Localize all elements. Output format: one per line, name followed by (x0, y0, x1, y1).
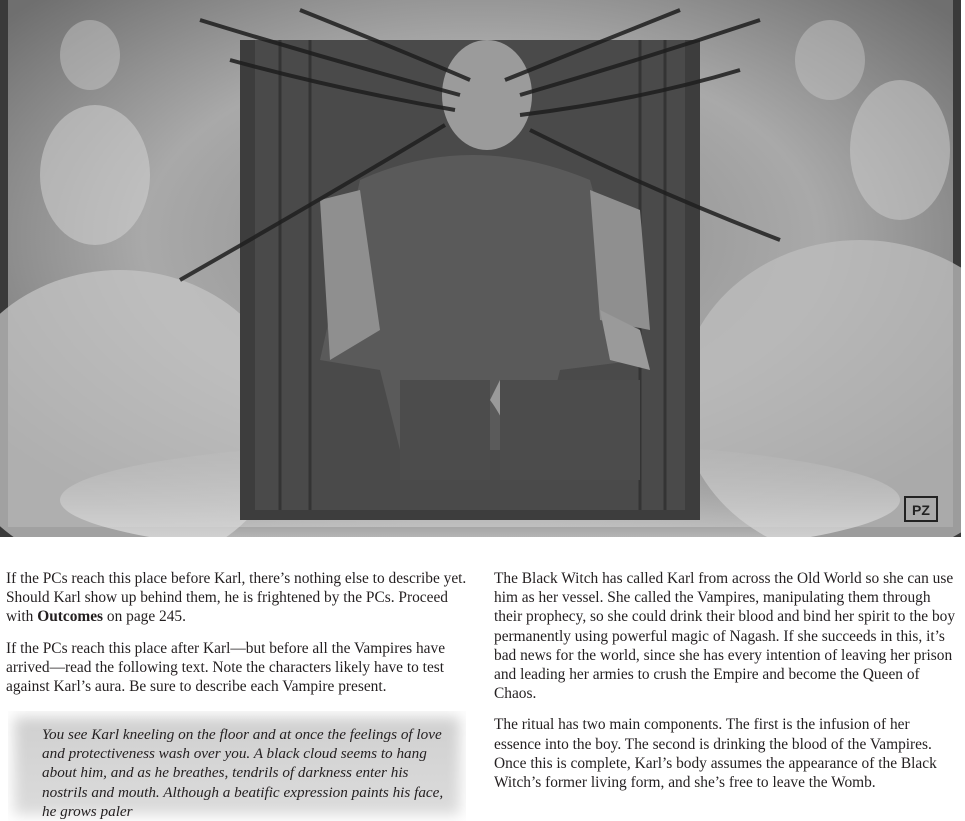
paragraph-before-karl (6, 569, 468, 627)
paragraph-before-karl-text-b: on page 245. (103, 608, 186, 626)
left-column (6, 569, 468, 708)
read-aloud-text: You see Karl kneeling on the floor and at once the feelings of love and protectiveness wash over you. A black cloud seems to hang about him, and as he breathes, tendrils of darkness enter his nostrils and mouth. Although a beatific expression paints his face, he grows paler (42, 726, 444, 820)
outcomes-reference: Outcomes (37, 608, 104, 626)
artist-signature: PZ (912, 502, 930, 518)
paragraph-ritual: The ritual has two main components. The first is the infusion of her essence into the boy. The second is drinking the blood of the Vampires. Once this is complete, Karl’s body assumes the appearance of the Black Witch’s former living form, and she’s free to leave the Womb. (494, 716, 937, 792)
paragraph-black-witch: The Black Witch has called Karl from across the Old World so she can use him as her vessel. She called the Vampires, manipulating them through their prophecy, so she could drink their blood and bind her spirit to the boy permanently using powerful magic of Nagash. If she succeeds in this, it’s bad news for the world, since she has every intention of leaving her prison and leading her armies to crush the Empire and become the Queen of Chaos. (494, 570, 956, 703)
paragraph-after-karl: If the PCs reach this place after Karl—but before all the Vampires have arrived—read the following text. Note the characters likely have to test against Karl’s aura. Be sure to describe each Vampire present. (6, 639, 446, 696)
paragraph-before-karl-text-a: If the PCs reach this place before Karl, there’s nothing else to describe yet. Should Karl show up behind them, he is frightened by the PCs. Proceed with (6, 570, 467, 626)
right-column (494, 569, 956, 804)
